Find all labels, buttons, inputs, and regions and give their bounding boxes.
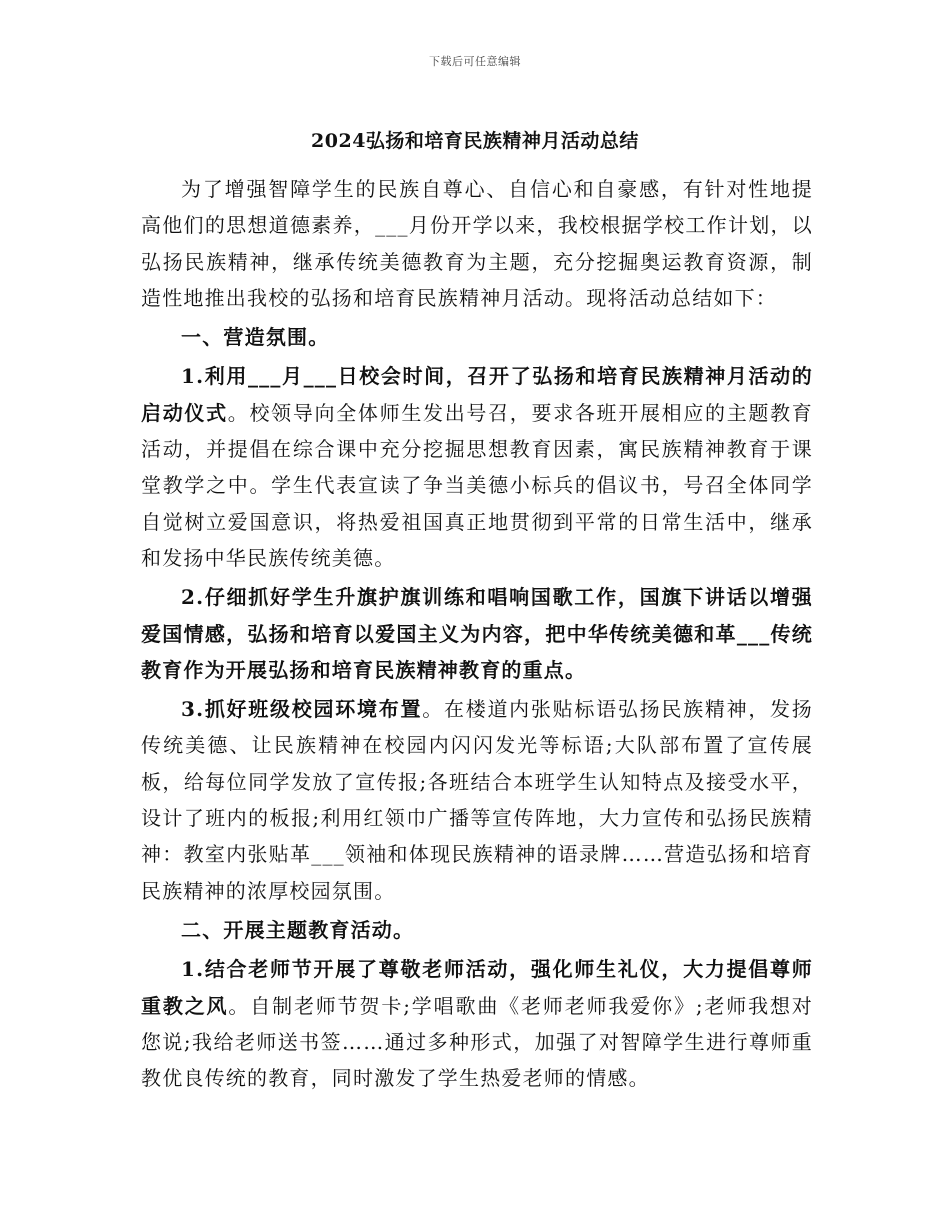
item-1-1-paragraph — [141, 358, 813, 576]
item-1-2-lead: 2.仔细抓好学生升旗护旗训练和唱响国歌工作，国旗下讲话以增强爱国情感，弘扬和培育以爱国主义为内容，把中华传统美德和革___传统教育作为开展弘扬和培育民族精神教育的重点。 — [141, 585, 813, 682]
page-header: 下载后可任意编辑 — [429, 55, 521, 68]
item-1-1-body: 。校领导向全体师生发出号召，要求各班开展相应的主题教育活动，并提倡在综合课中充分挖掘思想教育因素，寓民族精神教育于课堂教学之中。学生代表宣读了争当美德小标兵的倡议书，号召全体同学自觉树立爱国意识，将热爱祖国真正地贯彻到平常的日常生活中，继承和发扬中华民族传统美德。 — [141, 400, 813, 570]
section-1-heading: 一、营造氛围。 — [181, 325, 330, 350]
document-title: 2024弘扬和培育民族精神月活动总结 — [311, 130, 639, 152]
section-2-heading: 二、开展主题教育活动。 — [181, 917, 415, 942]
item-2-1-body: 。自制老师节贺卡;学唱歌曲《老师老师我爱你》;老师我想对您说;我给老师送书签……通过多种形式，加强了对智障学生进行尊师重教优良传统的教育，同时激发了学生热爱老师的情感。 — [141, 993, 813, 1091]
item-1-3-lead: 3.抓好班级校园环境布置 — [181, 697, 423, 722]
item-1-2-paragraph — [141, 579, 813, 688]
intro-paragraph: 为了增强智障学生的民族自尊心、自信心和自豪感，有针对性地提高他们的思想道德素养，___月份开学以来，我校根据学校工作计划，以弘扬民族精神，继承传统美德教育为主题，充分挖掘奥运教育资源，制造性地推出我校的弘扬和培育民族精神月活动。现将活动总结如下： — [141, 177, 813, 310]
item-1-3-paragraph — [141, 691, 813, 909]
item-1-3-body: 。在楼道内张贴标语弘扬民族精神，发扬传统美德、让民族精神在校园内闪闪发光等标语;大队部布置了宣传展板，给每位同学发放了宣传报;各班结合本班学生认知特点及接受水平，设计了班内的板报;利用红领巾广播等宣传阵地，大力宣传和弘扬民族精神：教室内张贴革___领袖和体现民族精神的语录牌……营造弘扬和培育民族精神的浓厚校园氛围。 — [141, 697, 813, 903]
item-2-1-lead: 1.结合老师节开展了尊敬老师活动，强化师生礼仪，大力提倡尊师重教之风 — [141, 957, 813, 1018]
item-2-1-paragraph — [141, 951, 813, 1096]
item-1-1-lead: 1.利用___月___日校会时间，召开了弘扬和培育民族精神月活动的启动仪式 — [141, 364, 813, 425]
document-body — [141, 171, 813, 1096]
